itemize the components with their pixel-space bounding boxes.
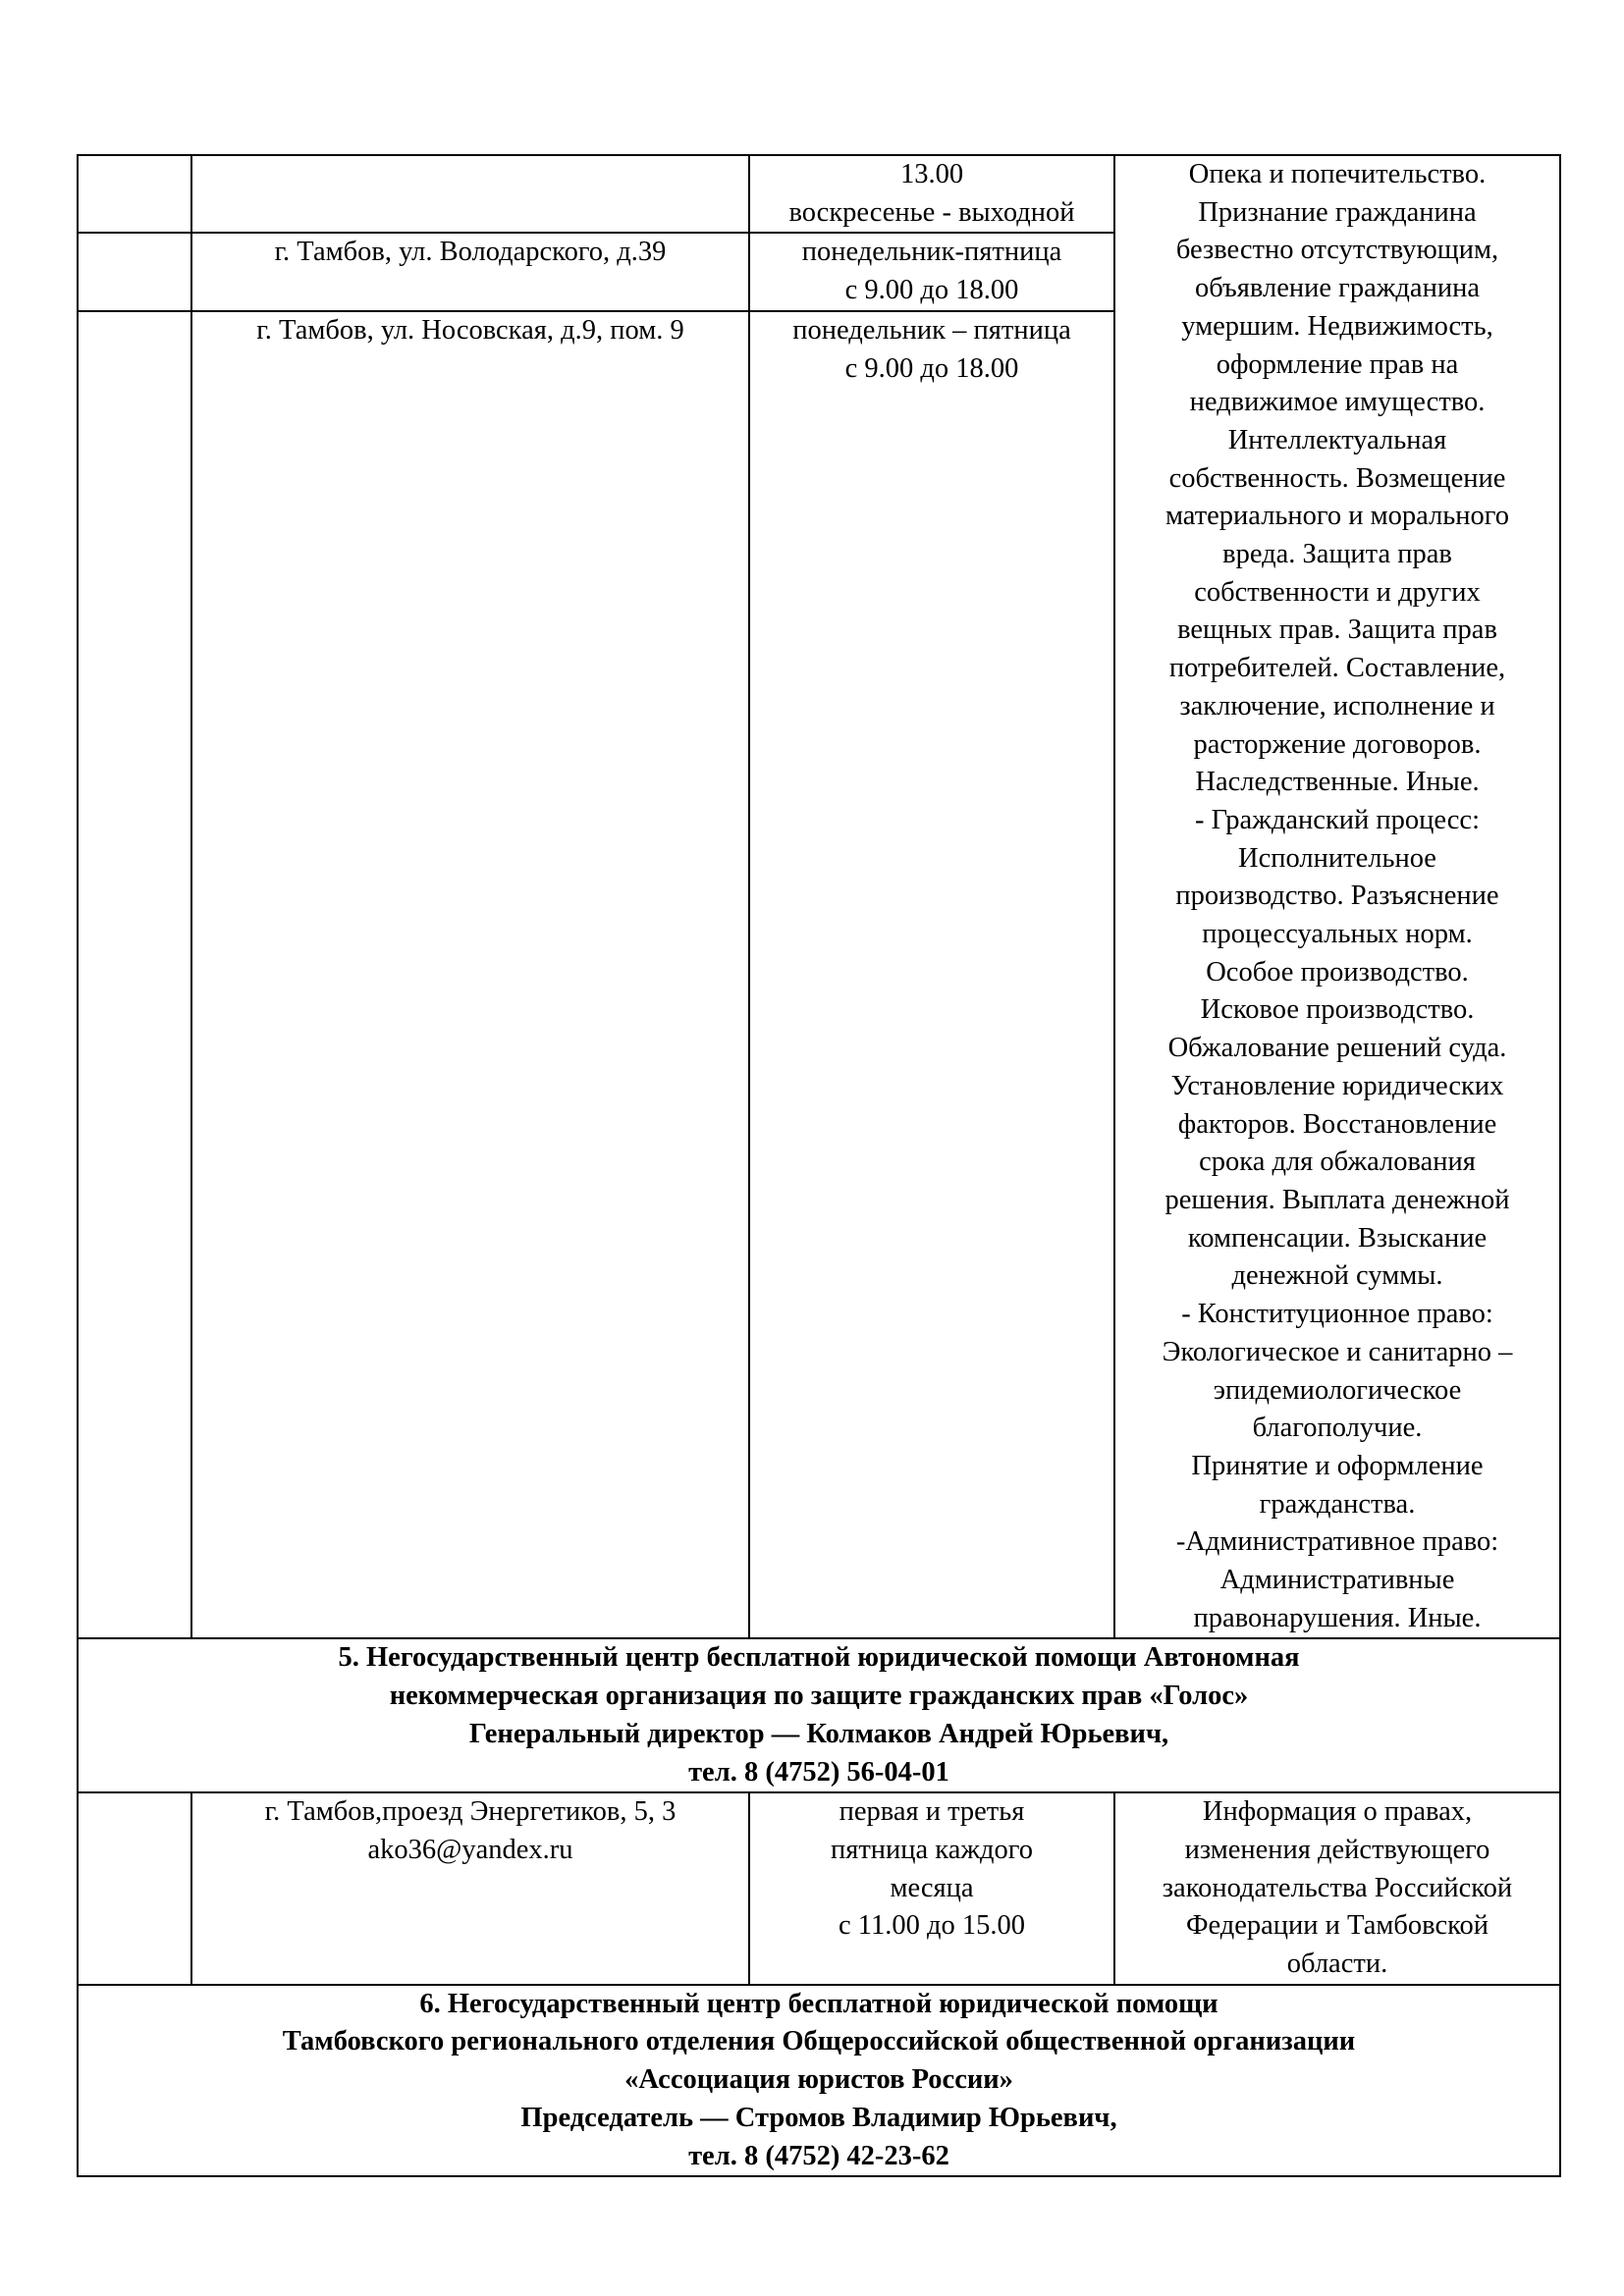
services-line: собственность. Возмещение <box>1168 462 1506 494</box>
services-line: - Конституционное право: <box>1181 1299 1493 1330</box>
address-line: г. Тамбов,проезд Энергетиков, 5, 3 <box>264 1796 677 1828</box>
schedule-cell <box>749 233 1114 310</box>
schedule-cell <box>749 1792 1114 1985</box>
number-cell <box>78 233 191 310</box>
schedule-line: воскресенье - выходной <box>788 196 1075 228</box>
header-line: Генеральный директор — Колмаков Андрей Юрьевич, <box>468 1718 1169 1749</box>
services-line: правонарушения. Иные. <box>1193 1602 1482 1633</box>
services-line: Наследственные. Иные. <box>1195 767 1480 798</box>
services-line: факторов. Восстановление <box>1177 1108 1497 1140</box>
header-line: Председатель — Стромов Владимир Юрьевич, <box>520 2102 1117 2133</box>
services-line: области. <box>1286 1949 1388 1980</box>
services-line: Принятие и оформление <box>1191 1450 1484 1481</box>
services-line: Признание гражданина <box>1198 196 1477 228</box>
number-cell <box>78 1792 191 1985</box>
services-cell <box>1114 155 1560 1638</box>
header-line: тел. 8 (4752) 56-04-01 <box>688 1756 949 1788</box>
services-line: компенсации. Взыскание <box>1187 1222 1488 1254</box>
table-row <box>78 155 1560 233</box>
section-6-header <box>78 1985 1560 2177</box>
services-line: -Административное право: <box>1175 1526 1499 1558</box>
services-line: процессуальных норм. <box>1202 919 1473 950</box>
services-line: эпидемиологическое <box>1213 1374 1462 1406</box>
header-line: тел. 8 (4752) 42-23-62 <box>688 2140 949 2171</box>
services-line: потребителей. Составление, <box>1168 653 1506 684</box>
schedule-line: понедельник-пятница <box>801 237 1062 268</box>
services-line: Федерации и Тамбовской <box>1185 1910 1489 1942</box>
schedule-line: с 11.00 до 15.00 <box>839 1910 1025 1942</box>
services-line: Исполнительное <box>1238 842 1436 874</box>
services-line: безвестно отсутствующим, <box>1175 235 1499 266</box>
services-line: Экологическое и санитарно – <box>1162 1336 1513 1367</box>
number-cell <box>78 155 191 233</box>
services-line: законодательства Российской <box>1162 1872 1513 1903</box>
services-line: собственности и других <box>1194 576 1481 608</box>
schedule-line: месяца <box>890 1872 974 1903</box>
services-line: срока для обжалования <box>1199 1147 1476 1178</box>
table-row <box>78 1792 1560 1985</box>
services-line: вещных прав. Защита прав <box>1177 614 1497 646</box>
header-line: некоммерческая организация по защите гражданских прав «Голос» <box>389 1681 1249 1712</box>
services-line: объявление гражданина <box>1195 273 1480 304</box>
services-line: Установление юридических <box>1170 1070 1504 1101</box>
services-line: изменения действующего <box>1184 1834 1490 1865</box>
schedule-line: пятница каждого <box>830 1834 1034 1865</box>
services-line: гражданства. <box>1259 1488 1416 1520</box>
section-5-header <box>78 1638 1560 1792</box>
schedule-line: с 9.00 до 18.00 <box>844 352 1019 384</box>
services-line: вреда. Защита прав <box>1222 539 1452 570</box>
services-line: благополучие. <box>1252 1413 1423 1444</box>
schedule-line: с 9.00 до 18.00 <box>844 275 1019 306</box>
legal-aid-table <box>77 154 1561 2177</box>
address-line: г. Тамбов, ул. Володарского, д.39 <box>274 237 667 268</box>
services-line: Особое производство. <box>1206 956 1469 988</box>
address-cell <box>191 1792 749 1985</box>
schedule-line: понедельник – пятница <box>792 314 1071 346</box>
services-line: материального и морального <box>1164 501 1510 532</box>
services-line: заключение, исполнение и <box>1179 690 1495 721</box>
services-line: - Гражданский процесс: <box>1195 804 1480 835</box>
header-line: Тамбовского регионального отделения Общероссийской общественной организации <box>282 2026 1356 2057</box>
services-line: денежной суммы. <box>1231 1260 1443 1292</box>
services-line: Исковое производство. <box>1200 994 1475 1026</box>
services-line: производство. Разъяснение <box>1175 881 1499 912</box>
section-header-row <box>78 1638 1560 1792</box>
email-text: ako36@yandex.ru <box>367 1834 573 1865</box>
services-line: Обжалование решений суда. <box>1167 1033 1507 1064</box>
schedule-cell <box>749 311 1114 1639</box>
services-line: расторжение договоров. <box>1193 728 1482 760</box>
header-line: 5. Негосударственный центр бесплатной юридической помощи Автономная <box>338 1642 1300 1674</box>
schedule-line: первая и третья <box>839 1796 1025 1828</box>
schedule-line: 13.00 <box>899 159 964 189</box>
address-cell <box>191 155 749 233</box>
services-line: Информация о правах, <box>1202 1796 1473 1828</box>
services-line: Опека и попечительство. <box>1188 159 1487 189</box>
services-line: оформление прав на <box>1216 348 1459 380</box>
section-header-row <box>78 1985 1560 2177</box>
services-line: Интеллектуальная <box>1227 424 1447 455</box>
number-cell <box>78 311 191 1639</box>
address-cell <box>191 233 749 310</box>
services-line: умершим. Недвижимость, <box>1181 310 1493 342</box>
header-line: 6. Негосударственный центр бесплатной юридической помощи <box>419 1988 1218 2019</box>
schedule-cell <box>749 155 1114 233</box>
address-cell <box>191 311 749 1639</box>
services-line: недвижимое имущество. <box>1189 387 1486 418</box>
services-line: решения. Выплата денежной <box>1164 1184 1510 1215</box>
services-cell <box>1114 1792 1560 1985</box>
header-line: «Ассоциация юристов России» <box>624 2064 1013 2096</box>
services-line: Административные <box>1219 1565 1455 1596</box>
address-line: г. Тамбов, ул. Носовская, д.9, пом. 9 <box>256 314 684 346</box>
